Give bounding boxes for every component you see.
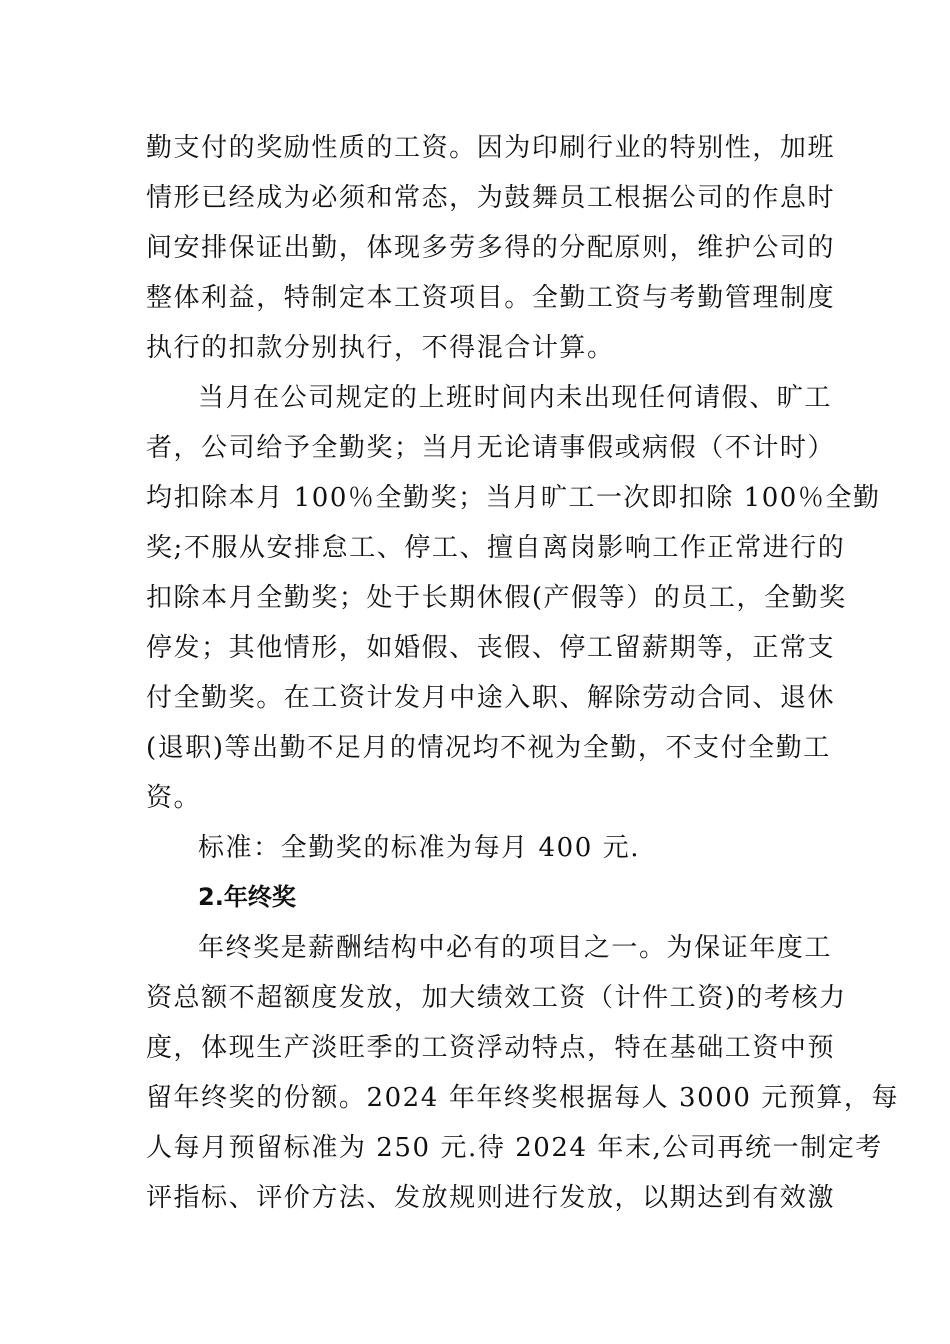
paragraph-line: (退职)等出勤不足月的情况均不视为全勤，不支付全勤工 <box>146 733 831 763</box>
paragraph-line: 付全勤奖。在工资计发月中途入职、解除劳动合同、退休 <box>146 683 836 713</box>
paragraph-line: 当月在公司规定的上班时间内未出现任何请假、旷工 <box>198 383 832 413</box>
paragraph-line: 人每月预留标准为 250 元.待 2024 年末,公司再统一制定考 <box>146 1133 883 1163</box>
paragraph-line: 停发；其他情形，如婚假、丧假、停工留薪期等，正常支 <box>146 633 836 663</box>
paragraph-line: 扣除本月全勤奖；处于长期休假(产假等）的员工，全勤奖 <box>146 583 847 613</box>
paragraph-line: 度，体现生产淡旺季的工资浮动特点，特在基础工资中预 <box>146 1033 836 1063</box>
paragraph-line: 年终奖是薪酬结构中必有的项目之一。为保证年度工 <box>198 933 832 963</box>
paragraph-line: 留年终奖的份额。2024 年年终奖根据每人 3000 元预算，每 <box>146 1083 900 1113</box>
section-heading: 2.年终奖 <box>198 883 296 911</box>
paragraph-line: 评指标、评价方法、发放规则进行发放，以期达到有效激 <box>146 1183 836 1213</box>
paragraph-line: 奖;不服从安排怠工、停工、擅自离岗影响工作正常进行的 <box>146 533 846 563</box>
paragraph-line: 勤支付的奖励性质的工资。因为印刷行业的特别性，加班 <box>146 133 836 163</box>
paragraph-line: 情形已经成为必须和常态，为鼓舞员工根据公司的作息时 <box>146 183 836 213</box>
paragraph-line: 执行的扣款分别执行，不得混合计算。 <box>146 333 615 363</box>
paragraph-line: 间安排保证出勤，体现多劳多得的分配原则，维护公司的 <box>146 233 836 263</box>
paragraph-line: 资。 <box>146 783 202 813</box>
standard-line: 标准：全勤奖的标准为每月 400 元. <box>198 833 641 863</box>
paragraph-line: 整体利益，特制定本工资项目。全勤工资与考勤管理制度 <box>146 283 836 313</box>
paragraph-line: 均扣除本月 100％全勤奖；当月旷工一次即扣除 100％全勤 <box>146 483 881 513</box>
paragraph-line: 者，公司给予全勤奖；当月无论请事假或病假（不计时） <box>146 433 836 463</box>
paragraph-line: 资总额不超额度发放，加大绩效工资（计件工资)的考核力 <box>146 983 847 1013</box>
